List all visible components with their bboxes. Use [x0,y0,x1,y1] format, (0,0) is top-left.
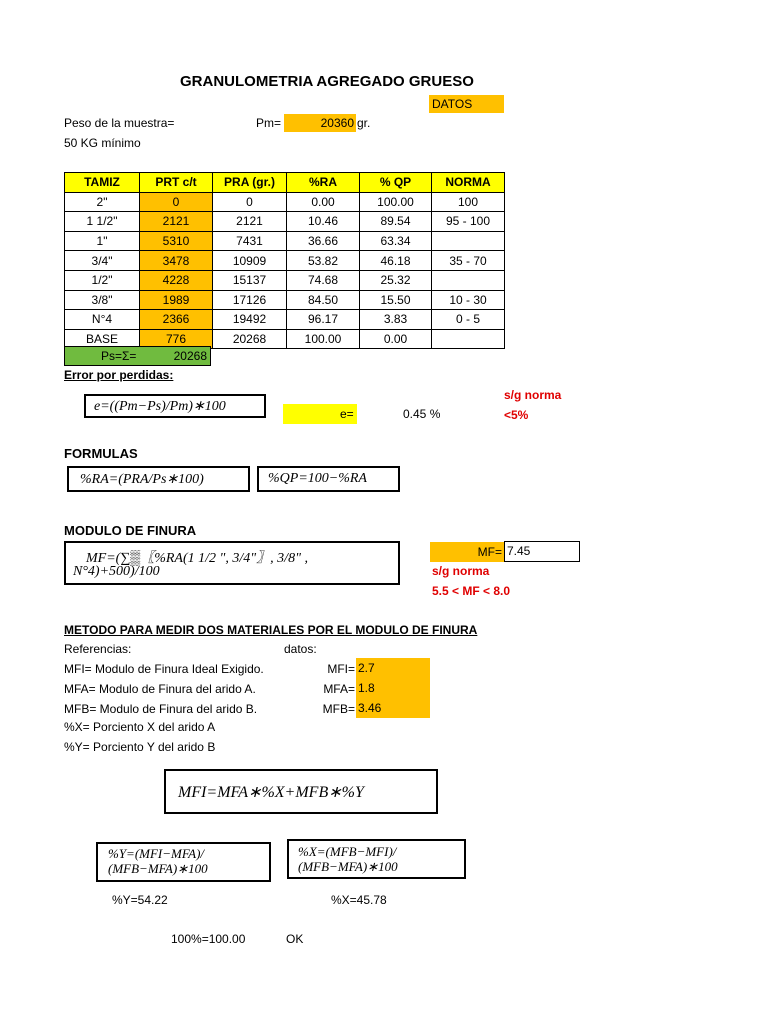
mf-formula-box [64,541,400,585]
cell-prt[interactable]: 1989 [140,290,213,310]
cell-pra: 2121 [213,212,287,232]
datos-cell: DATOS [429,95,504,113]
datos-label: datos: [284,642,317,656]
granulometry-table [64,172,505,349]
table-row [65,310,505,330]
cell-qp: 46.18 [360,251,432,271]
ps-sum-cell [64,346,211,366]
y-formula-box [96,842,271,882]
mf-label-cell [430,542,504,562]
cell-norma: 35 - 70 [432,251,505,271]
main-formula-box [164,769,438,814]
table-row [65,270,505,290]
pm-label: Pm= [256,116,282,130]
e-value: 0.45 % [403,407,441,421]
header-qp: % QP [360,173,432,193]
ref-x: %X= Porciento X del arido A [64,720,216,734]
mf-norma-range: 5.5 < MF < 8.0 [432,584,511,598]
cell-prt[interactable]: 0 [140,192,213,212]
cell-pra: 15137 [213,270,287,290]
cell-pra: 20268 [213,329,287,349]
mfi-label: MFI= [327,662,355,676]
ref-mfb: MFB= Modulo de Finura del arido B. [64,702,258,716]
cell-ra: 96.17 [287,310,360,330]
cell-prt[interactable]: 3478 [140,251,213,271]
header-ra: %RA [287,173,360,193]
table-row [65,212,505,232]
x-formula-line2: (MFB−MFA)∗100 [298,859,398,874]
qp-formula: %QP=100−%RA [268,471,367,486]
error-norma-label: s/g norma [504,388,562,402]
cell-tamiz: 3/8" [65,290,140,310]
qp-formula-box [257,466,400,492]
cell-ra: 36.66 [287,231,360,251]
cell-tamiz: BASE [65,329,140,349]
table-row [65,231,505,251]
modulo-heading: MODULO DE FINURA [64,523,197,538]
total-result: 100%=100.00 [171,932,246,946]
cell-pra: 0 [213,192,287,212]
main-formula: MFI=MFA∗%X+MFB∗%Y [178,784,364,801]
table-header-row [65,173,505,193]
cell-ra: 100.00 [287,329,360,349]
header-prt: PRT c/t [140,173,213,193]
x-formula-box [287,839,466,879]
y-result: %Y=54.22 [112,893,168,907]
e-label: e= [340,407,354,421]
cell-pra: 17126 [213,290,287,310]
cell-norma [432,270,505,290]
cell-qp: 100.00 [360,192,432,212]
mfi-value[interactable]: 2.7 [356,658,430,678]
mf-formula-line1: MF=(∑▒〖%RA(1 1/2 ", 3/4"〗, 3/8" , [86,551,308,566]
mfa-label: MFA= [323,682,355,696]
cell-norma [432,329,505,349]
cell-tamiz: 1" [65,231,140,251]
cell-prt[interactable]: 4228 [140,270,213,290]
cell-prt[interactable]: 2121 [140,212,213,232]
mfb-value[interactable]: 3.46 [356,698,430,718]
cell-qp: 89.54 [360,212,432,232]
page-title: GRANULOMETRIA AGREGADO GRUESO [180,73,474,90]
error-formula: e=((Pm−Ps)/Pm)∗100 [94,399,226,414]
cell-qp: 15.50 [360,290,432,310]
cell-norma: 95 - 100 [432,212,505,232]
ok-status: OK [286,932,304,946]
y-formula-line2: (MFB−MFA)∗100 [108,861,208,876]
cell-norma: 0 - 5 [432,310,505,330]
x-formula-line1: %X=(MFB−MFI)/ [298,844,397,859]
error-formula-box [84,394,266,418]
table-row [65,192,505,212]
cell-prt[interactable]: 5310 [140,231,213,251]
cell-pra: 10909 [213,251,287,271]
table-row [65,251,505,271]
cell-ra: 0.00 [287,192,360,212]
pm-value[interactable]: 20360 [284,114,356,132]
cell-pra: 19492 [213,310,287,330]
mfa-value[interactable]: 1.8 [356,678,430,698]
cell-norma [432,231,505,251]
cell-norma: 10 - 30 [432,290,505,310]
x-result: %X=45.78 [331,893,387,907]
cell-tamiz: N°4 [65,310,140,330]
error-norma-value: <5% [504,408,529,422]
pm-unit: gr. [357,116,371,130]
cell-prt[interactable]: 2366 [140,310,213,330]
cell-ra: 74.68 [287,270,360,290]
ref-mfa: MFA= Modulo de Finura del arido A. [64,682,256,696]
cell-pra: 7431 [213,231,287,251]
cell-tamiz: 1/2" [65,270,140,290]
mf-norma-label: s/g norma [432,564,490,578]
mfb-label: MFB= [322,702,355,716]
min-note: 50 KG mínimo [64,136,141,150]
cell-qp: 3.83 [360,310,432,330]
e-label-cell [283,404,357,424]
cell-qp: 63.34 [360,231,432,251]
mf-label: MF= [477,545,502,559]
header-norma: NORMA [432,173,505,193]
mf-value[interactable]: 7.45 [504,541,580,562]
cell-prt[interactable]: 776 [140,329,213,349]
ps-label: Ps=Σ= [101,349,137,363]
cell-ra: 84.50 [287,290,360,310]
cell-tamiz: 3/4" [65,251,140,271]
ra-formula-box [67,466,250,492]
mf-formula-line2: N°4)+500)/100 [73,564,160,579]
cell-ra: 53.82 [287,251,360,271]
header-pra: PRA (gr.) [213,173,287,193]
metodo-heading: METODO PARA MEDIR DOS MATERIALES POR EL MODULO DE FINURA [64,623,478,637]
peso-muestra-label: Peso de la muestra= [64,116,175,130]
header-tamiz: TAMIZ [65,173,140,193]
cell-qp: 0.00 [360,329,432,349]
ref-y: %Y= Porciento Y del arido B [64,740,216,754]
ra-formula: %RA=(PRA/Ps∗100) [80,472,204,487]
referencias-label: Referencias: [64,642,132,656]
ps-value: 20268 [173,349,207,363]
cell-tamiz: 1 1/2" [65,212,140,232]
table-row [65,290,505,310]
error-heading: Error por perdidas: [64,368,174,382]
y-formula-line1: %Y=(MFI−MFA)/ [108,846,205,861]
cell-ra: 10.46 [287,212,360,232]
cell-tamiz: 2" [65,192,140,212]
ref-mfi: MFI= Modulo de Finura Ideal Exigido. [64,662,264,676]
formulas-heading: FORMULAS [64,446,138,461]
cell-qp: 25.32 [360,270,432,290]
cell-norma: 100 [432,192,505,212]
